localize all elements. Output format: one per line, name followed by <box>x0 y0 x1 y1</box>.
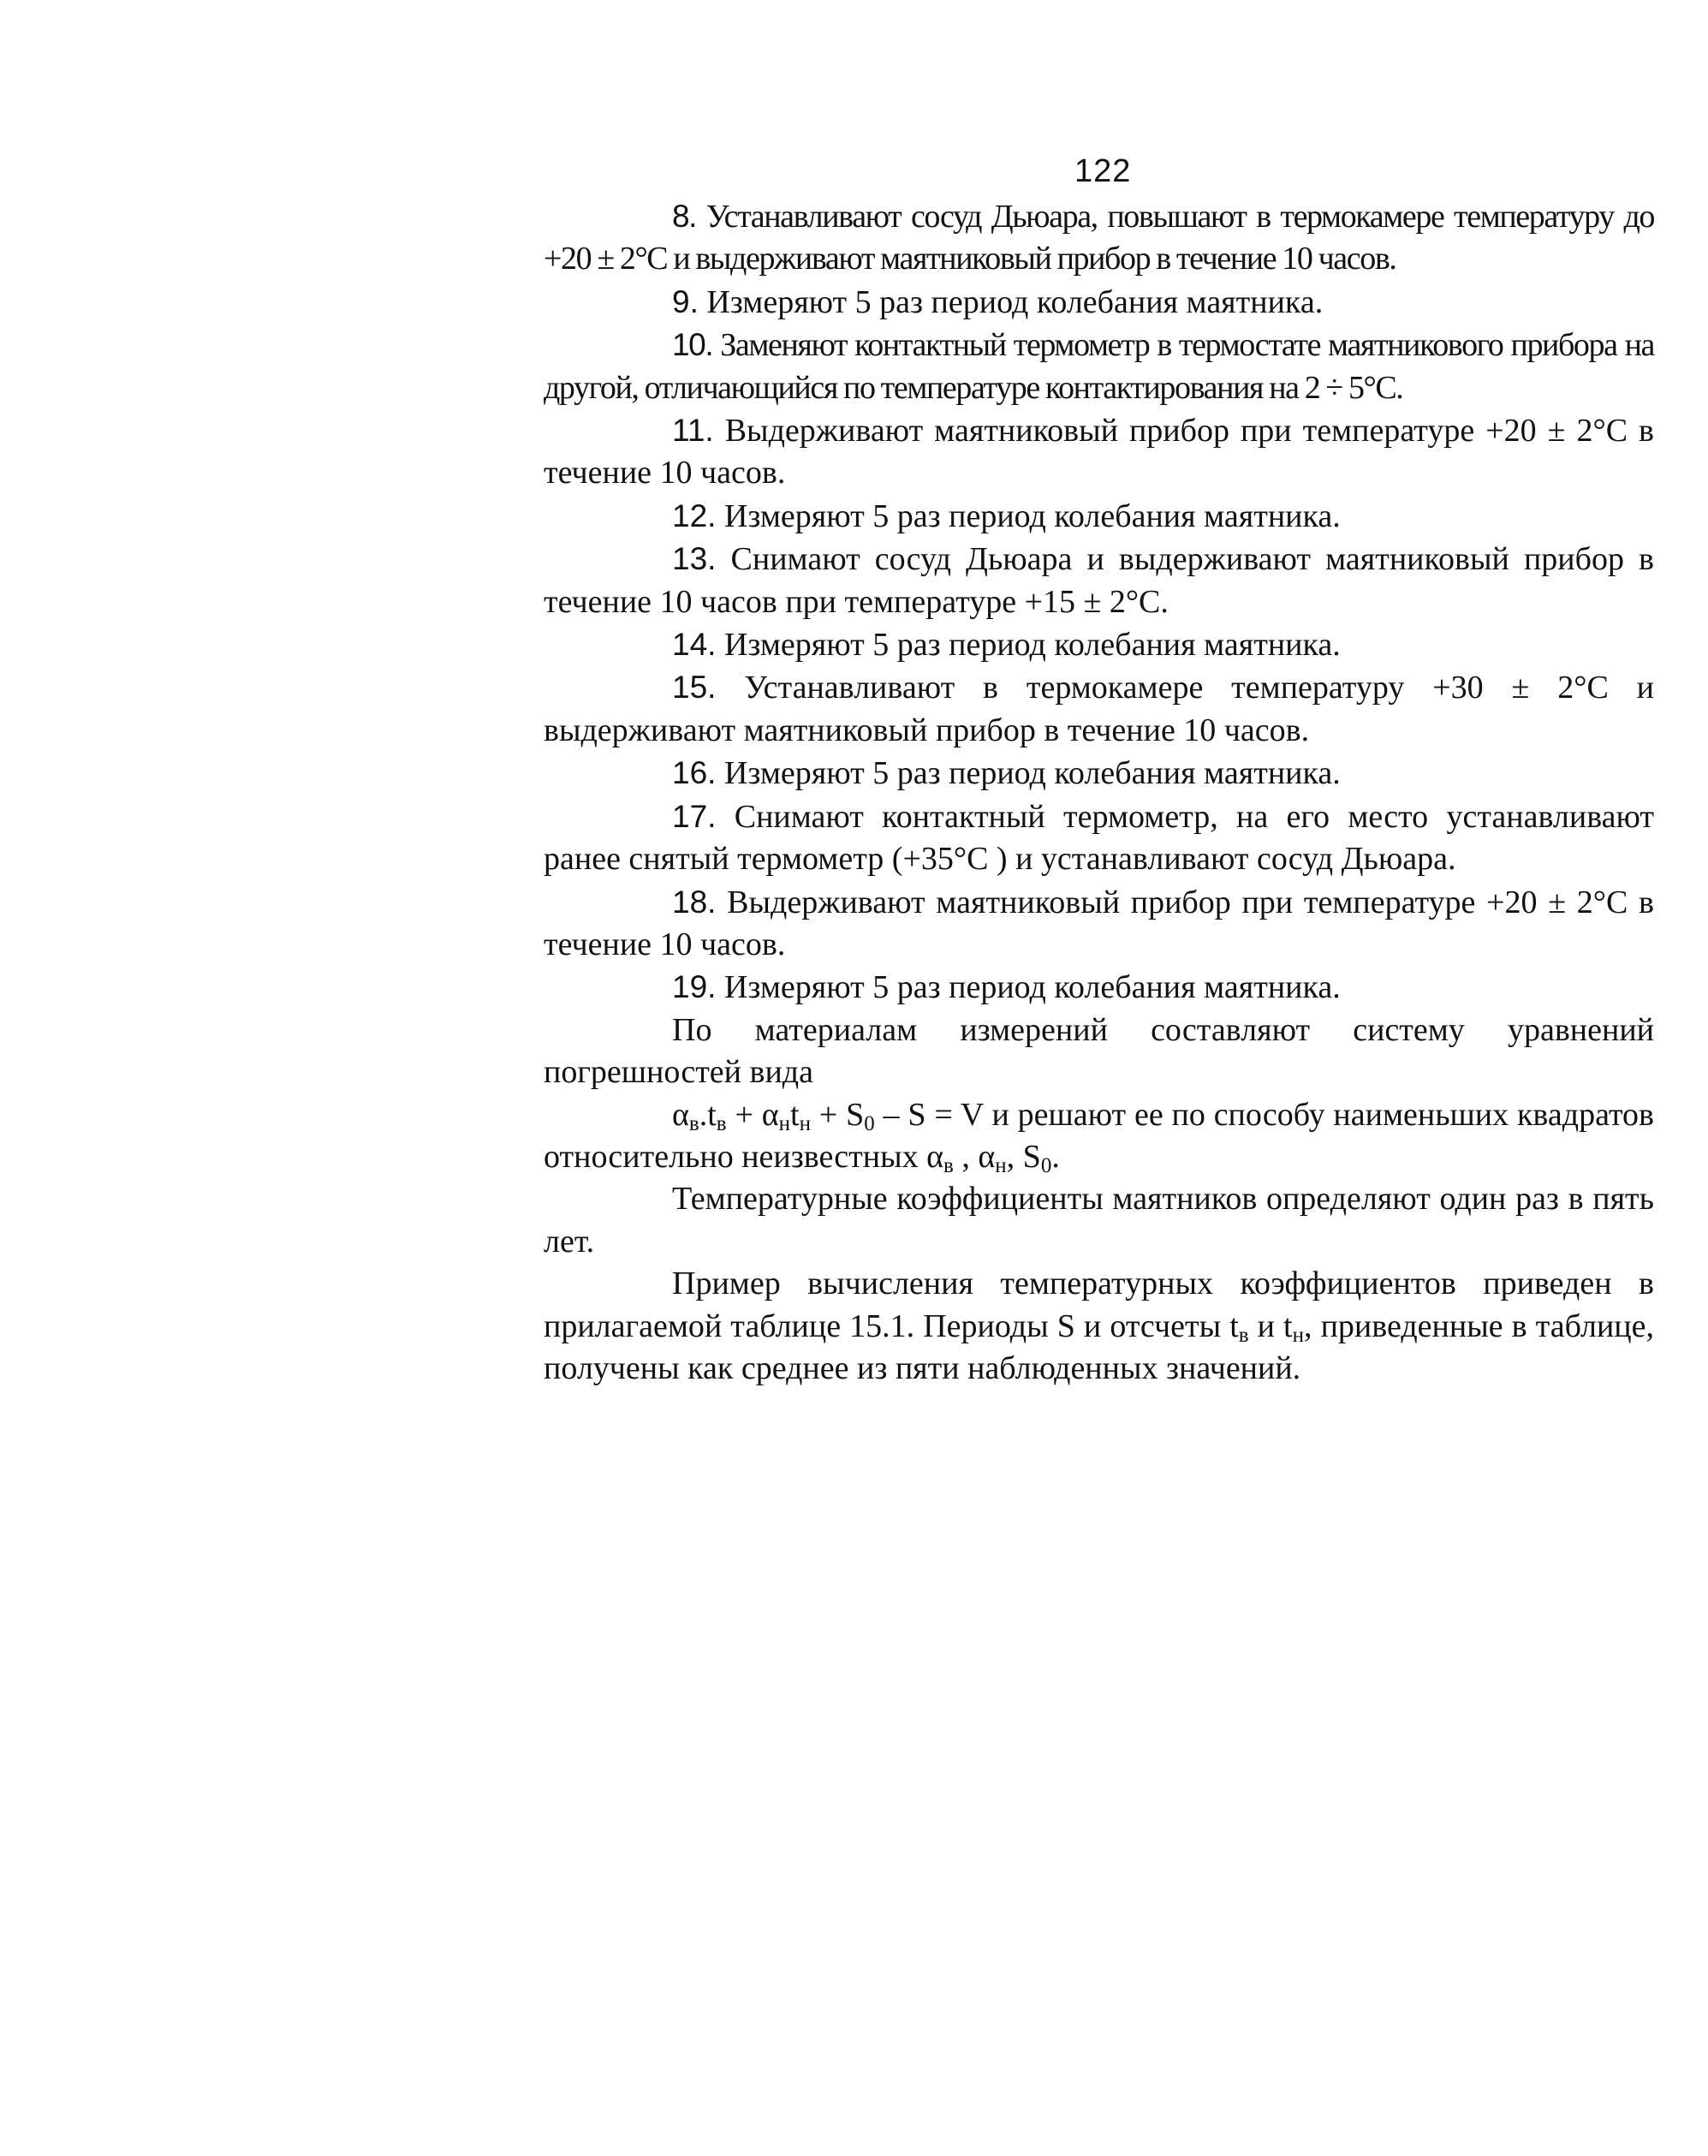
formula-sub: в <box>688 1111 699 1135</box>
example-conjunction: и <box>1248 1307 1284 1344</box>
step-text: Устанавливают сосуд Дьюара, повышают в термокамере температуру до +20 ± 2°С и выдерживают маятниковый прибор в течение 10 часов. <box>544 199 1654 277</box>
formula-s: S <box>1022 1138 1041 1175</box>
formula-t: t <box>707 1096 717 1133</box>
step-number: 8. <box>672 199 697 234</box>
formula-s: S <box>846 1096 865 1133</box>
step-paragraph <box>544 752 1654 795</box>
formula-end: . <box>1051 1138 1060 1175</box>
step-paragraph <box>544 881 1654 967</box>
step-number: 10. <box>672 327 713 363</box>
formula-sub: н <box>1292 1323 1304 1347</box>
error-equation-paragraph <box>544 1094 1654 1179</box>
step-number: 16. <box>672 755 717 791</box>
formula-sub: в <box>943 1153 954 1177</box>
step-number: 9. <box>672 283 699 319</box>
example-paragraph <box>544 1263 1654 1390</box>
step-paragraph <box>544 495 1654 538</box>
step-number: 18. <box>672 884 717 920</box>
formula-alpha: α <box>926 1138 944 1175</box>
step-paragraph <box>544 195 1654 281</box>
step-text: Измеряют 5 раз период колебания маятника. <box>698 283 1324 320</box>
formula-rest: – S = V <box>874 1096 984 1133</box>
step-text: Измеряют 5 раз период колебания маятника. <box>716 755 1341 792</box>
step-paragraph <box>544 281 1654 324</box>
step-text: Заменяют контактный термометр в термостате маятникового прибора на другой, отличающийся по температуре контактирования на 2 ÷ 5°С. <box>544 327 1654 406</box>
formula-alpha: α <box>978 1138 996 1175</box>
formula-sub: в <box>1238 1323 1249 1347</box>
step-paragraph <box>544 795 1654 881</box>
step-text: Измеряют 5 раз период колебания маятника. <box>716 627 1341 664</box>
step-text: Снимают контактный термометр, на его место устанавливают ранее снятый термометр (+35°С ) и устанавливают сосуд Дьюара. <box>544 798 1654 878</box>
formula-sub: 0 <box>864 1111 875 1135</box>
example-text: , приведенные в таблице, получены как среднее из пяти наблюденных значений. <box>544 1307 1655 1386</box>
step-paragraph <box>544 966 1654 1009</box>
step-text: Измеряют 5 раз период колебания маятника. <box>716 497 1341 534</box>
formula-plus: + <box>726 1096 762 1133</box>
formula-sub: в <box>716 1111 727 1135</box>
formula-t: t <box>790 1096 800 1133</box>
step-text: Измеряют 5 раз период колебания маятника. <box>716 969 1341 1006</box>
step-number: 19. <box>672 969 717 1005</box>
step-number: 12. <box>672 497 717 533</box>
formula-t: t <box>1229 1307 1239 1344</box>
step-text: Выдерживают маятниковый прибор при температуре +20 ± 2°С в течение 10 часов. <box>544 413 1654 491</box>
coefficients-paragraph: Температурные коэффициенты маятников определяют один раз в пять лет. <box>544 1181 1654 1260</box>
formula-sub: 0 <box>1040 1153 1052 1177</box>
formula-t: t <box>1283 1307 1293 1344</box>
formula-separator: , <box>1006 1138 1023 1175</box>
step-number: 15. <box>672 670 717 706</box>
step-number: 17. <box>672 798 717 834</box>
formula-alpha: α <box>672 1096 689 1133</box>
body-text <box>544 195 1654 1390</box>
step-text: Устанавливают в термокамере температуру +30 ± 2°С и выдерживают маятниковый прибор в течение 10 часов. <box>544 670 1654 748</box>
page-number: 122 <box>1074 153 1132 189</box>
step-text: Выдерживают маятниковый прибор при температуре +20 ± 2°С в течение 10 часов. <box>544 884 1654 962</box>
formula-plus: + <box>810 1096 847 1133</box>
step-number: 13. <box>672 541 717 577</box>
step-paragraph <box>544 324 1654 409</box>
formula-alpha: α <box>761 1096 779 1133</box>
step-number: 14. <box>672 627 717 663</box>
step-paragraph <box>544 623 1654 666</box>
formula-sub: н <box>778 1111 791 1135</box>
step-paragraph <box>544 666 1654 752</box>
step-text: Снимают сосуд Дьюара и выдерживают маятниковый прибор в течение 10 часов при температуре +15 ± 2°С. <box>544 541 1654 620</box>
system-intro-paragraph: По материалам измерений составляют систему уравнений погрешностей вида <box>544 1011 1654 1091</box>
example-text: Пример вычисления температурных коэффициентов приведен в прилагаемой таблице 15.1. Периоды S и отсчеты <box>544 1266 1654 1344</box>
step-number: 11. <box>672 413 714 449</box>
step-paragraph <box>544 409 1654 495</box>
formula-sub: н <box>799 1111 811 1135</box>
formula-tail-text: и решают ее по способу наименьших квадратов относительно неизвестных <box>544 1096 1654 1175</box>
formula-dot: . <box>699 1096 708 1133</box>
formula-separator: , <box>953 1138 979 1175</box>
formula-sub: н <box>995 1153 1007 1177</box>
step-paragraph <box>544 538 1654 623</box>
